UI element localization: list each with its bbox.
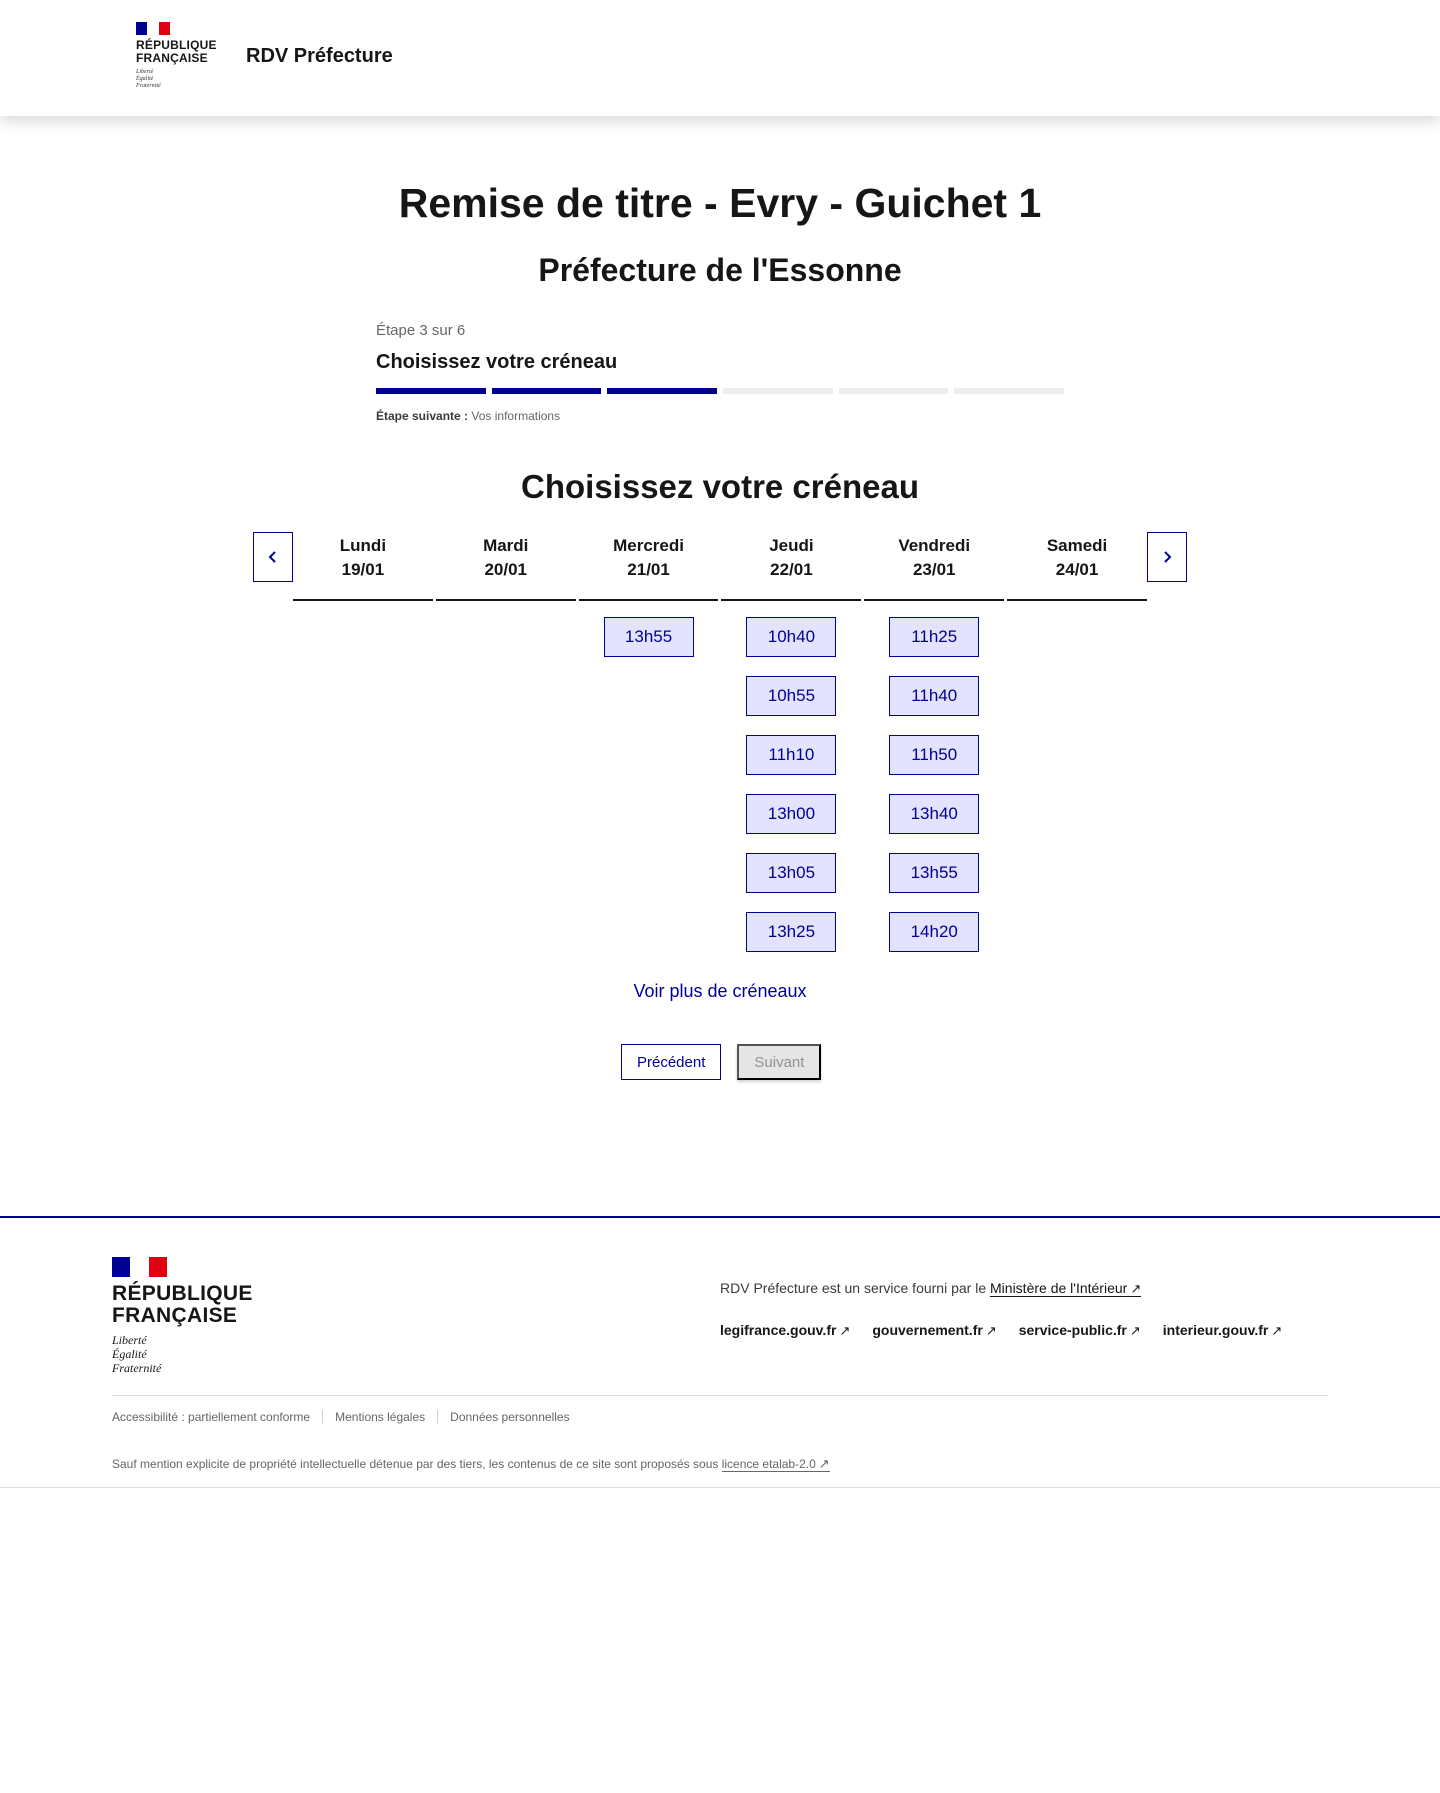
time-slot-button[interactable]: 13h05 <box>746 853 836 893</box>
day-date: 20/01 <box>484 560 528 579</box>
footer-divider <box>112 1395 1328 1396</box>
day-date: 21/01 <box>627 560 670 579</box>
footer-link-label: gouvernement.fr <box>872 1322 983 1338</box>
external-link-icon: ↗ <box>1130 1281 1142 1296</box>
footer-bottom-link[interactable]: Accessibilité : partiellement conforme <box>112 1410 311 1424</box>
slot-list <box>436 601 576 617</box>
page-subtitle: Préfecture de l'Essonne <box>538 252 902 288</box>
chevron-right-icon <box>1161 550 1173 564</box>
step-next <box>376 409 1064 423</box>
time-slot-button[interactable]: 11h25 <box>889 617 979 657</box>
day-column <box>579 533 719 952</box>
external-link-icon: ↗ <box>1271 1323 1283 1338</box>
slot-list <box>579 601 719 657</box>
day-name: Mardi <box>483 536 529 555</box>
day-name: Lundi <box>339 536 387 555</box>
ministere-link[interactable] <box>990 1280 1141 1297</box>
slot-list <box>293 601 433 617</box>
footer-link[interactable] <box>872 1322 996 1339</box>
day-name: Vendredi <box>898 536 971 555</box>
motto-line: Fraternité <box>136 83 161 89</box>
time-slot-button[interactable]: 10h55 <box>746 676 836 716</box>
site-footer <box>0 1216 1440 1488</box>
day-date: 23/01 <box>912 560 956 579</box>
time-slot-button[interactable]: 11h50 <box>889 735 979 775</box>
footer-desc-prefix: RDV Préfecture est un service fourni par le <box>720 1280 987 1296</box>
chevron-left-icon <box>267 550 279 564</box>
day-column <box>1007 533 1147 952</box>
navigation-buttons <box>621 1044 821 1080</box>
logo-motto <box>136 69 217 90</box>
day-header <box>293 533 433 601</box>
day-header <box>1007 533 1147 601</box>
time-slot-button[interactable]: 11h10 <box>746 735 836 775</box>
footer-link[interactable] <box>1163 1322 1282 1339</box>
republique-francaise-logo[interactable] <box>136 22 217 90</box>
footer-link-label: legifrance.gouv.fr <box>720 1322 837 1338</box>
footer-link-label: interieur.gouv.fr <box>1162 1322 1269 1338</box>
motto-line: Liberté <box>136 69 154 75</box>
external-link-icon: ↗ <box>1129 1323 1141 1338</box>
day-header <box>436 533 576 601</box>
previous-days-button[interactable] <box>253 532 293 582</box>
next-days-button[interactable] <box>1147 532 1187 582</box>
next-button[interactable]: Suivant <box>737 1044 821 1080</box>
motto-line: Égalité <box>112 1347 147 1361</box>
footer-links <box>720 1322 1282 1339</box>
day-column <box>864 533 1004 952</box>
time-slot-button[interactable]: 13h55 <box>889 853 979 893</box>
step-bar <box>376 388 486 394</box>
slot-list <box>864 601 1004 952</box>
external-link-icon: ↗ <box>839 1323 851 1338</box>
step-bar <box>723 388 833 394</box>
step-bar <box>839 388 949 394</box>
calendar-title: Choisissez votre créneau <box>521 468 919 505</box>
logo-text: RÉPUBLIQUE FRANÇAISE <box>136 38 217 65</box>
day-name: Jeudi <box>769 536 814 555</box>
time-slot-button[interactable]: 13h00 <box>746 794 836 834</box>
external-link-icon: ↗ <box>985 1323 997 1338</box>
motto-line: Égalité <box>136 76 154 82</box>
slot-list <box>721 601 861 952</box>
previous-button[interactable]: Précédent <box>621 1044 721 1080</box>
footer-description <box>720 1280 1141 1297</box>
day-date: 24/01 <box>1055 560 1099 579</box>
time-slot-button[interactable]: 13h40 <box>889 794 979 834</box>
time-slot-button[interactable]: 13h55 <box>604 617 694 657</box>
step-bar <box>492 388 602 394</box>
ministere-link-label: Ministère de l'Intérieur <box>990 1280 1128 1296</box>
footer-bottom-link[interactable]: Mentions légales <box>322 1410 437 1424</box>
step-bar <box>607 388 717 394</box>
day-date: 19/01 <box>341 560 385 579</box>
page-title: Remise de titre - Evry - Guichet 1 <box>398 180 1042 226</box>
day-header <box>579 533 719 601</box>
footer-license <box>112 1456 830 1472</box>
footer-bottom-links <box>112 1410 582 1424</box>
time-slot-button[interactable]: 11h40 <box>889 676 979 716</box>
step-next-value: Vos informations <box>471 409 561 423</box>
license-text: Sauf mention explicite de propriété intellectuelle détenue par des tiers, les contenus de ce site sont proposés sous <box>112 1457 719 1471</box>
day-name: Mercredi <box>613 536 684 555</box>
footer-link[interactable] <box>720 1322 850 1339</box>
step-state: Étape 3 sur 6 <box>376 322 466 339</box>
site-header <box>0 0 1440 116</box>
time-slot-button[interactable]: 10h40 <box>746 617 836 657</box>
french-flag-icon <box>112 1257 167 1277</box>
time-slot-button[interactable]: 14h20 <box>889 912 979 952</box>
day-column <box>293 533 433 952</box>
license-link[interactable] <box>722 1457 830 1472</box>
day-date: 22/01 <box>770 560 813 579</box>
motto-line: Liberté <box>112 1333 147 1347</box>
service-name[interactable]: RDV Préfecture <box>246 45 393 67</box>
license-link-label: licence etalab-2.0 <box>721 1457 816 1471</box>
slot-list <box>1007 601 1147 617</box>
day-column <box>436 533 576 952</box>
footer-link-label: service-public.fr <box>1018 1322 1127 1338</box>
footer-republique-francaise-logo[interactable] <box>112 1257 253 1375</box>
footer-bottom-link[interactable]: Données personnelles <box>437 1410 581 1424</box>
time-slot-button[interactable]: 13h25 <box>746 912 836 952</box>
external-link-icon: ↗ <box>818 1456 830 1471</box>
day-header <box>864 533 1004 601</box>
step-title: Choisissez votre créneau <box>376 351 618 373</box>
more-slots-link[interactable]: Voir plus de créneaux <box>633 981 807 1001</box>
day-header <box>721 533 861 601</box>
step-next-label: Étape suivante : <box>376 409 469 423</box>
step-bar <box>954 388 1064 394</box>
calendar-days <box>293 533 1147 952</box>
footer-link[interactable] <box>1019 1322 1141 1339</box>
motto-line: Fraternité <box>112 1361 162 1375</box>
stepper <box>376 322 1064 423</box>
footer-logo-text: RÉPUBLIQUE FRANÇAISE <box>112 1282 253 1327</box>
french-flag-icon <box>136 22 170 35</box>
day-column <box>721 533 861 952</box>
day-name: Samedi <box>1046 536 1108 555</box>
footer-logo-motto <box>112 1333 253 1375</box>
step-progress-bar <box>376 388 1064 394</box>
